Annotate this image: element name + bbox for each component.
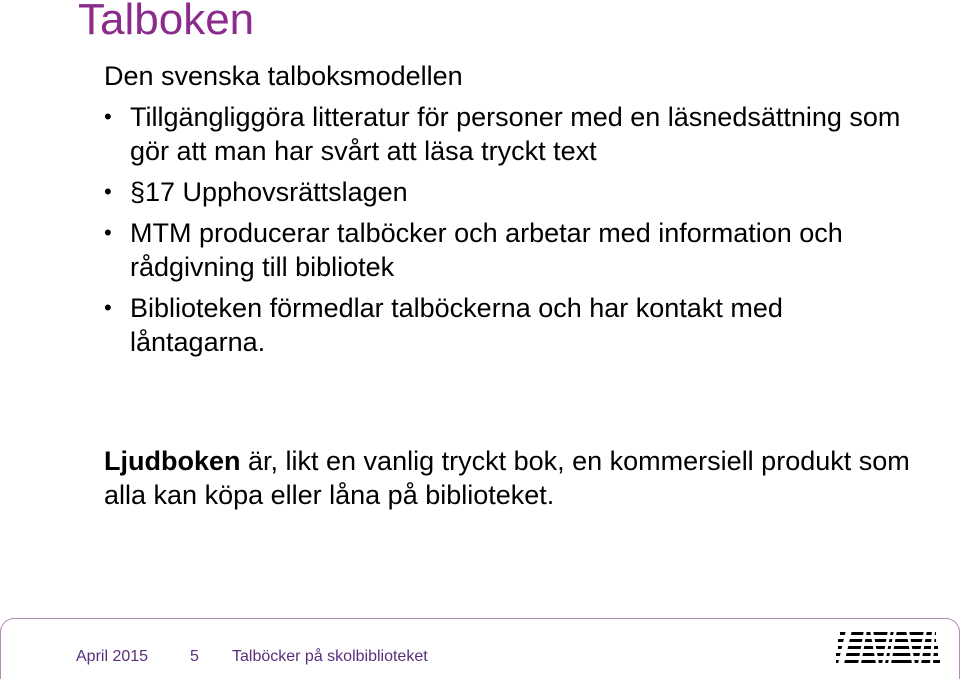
slide-subtitle: Den svenska talboksmodellen (104, 61, 463, 91)
slide-title: Talboken (78, 0, 255, 44)
list-item: • Biblioteken förmedlar talböckerna och har kontakt med låntagarna. (104, 293, 783, 357)
bullet-icon: • (104, 220, 112, 245)
footer-title: Talböcker på skolbiblioteket (232, 648, 428, 665)
bullet-icon: • (104, 179, 112, 204)
mtm-logo-icon (836, 630, 940, 664)
bullet-icon: • (104, 295, 112, 320)
bullet-icon: • (104, 104, 112, 129)
body-paragraph (104, 444, 924, 512)
bullet-list (104, 100, 924, 366)
paragraph-bold: Ljudboken (104, 446, 241, 476)
footer-page-number: 5 (190, 648, 199, 665)
footer-date: April 2015 (76, 648, 149, 665)
list-item: • MTM producerar talböcker och arbetar med information och rådgivning till bibliotek (104, 218, 843, 282)
list-item: • §17 Upphovsrättslagen (104, 177, 408, 207)
list-item: • Tillgängliggöra litteratur för personer med en läsnedsättning som gör att man har svårt att läsa tryckt text (104, 102, 901, 166)
paragraph-text: är, likt en vanlig tryckt bok, en kommersiell produkt som alla kan köpa eller låna på biblioteket. (104, 446, 910, 510)
